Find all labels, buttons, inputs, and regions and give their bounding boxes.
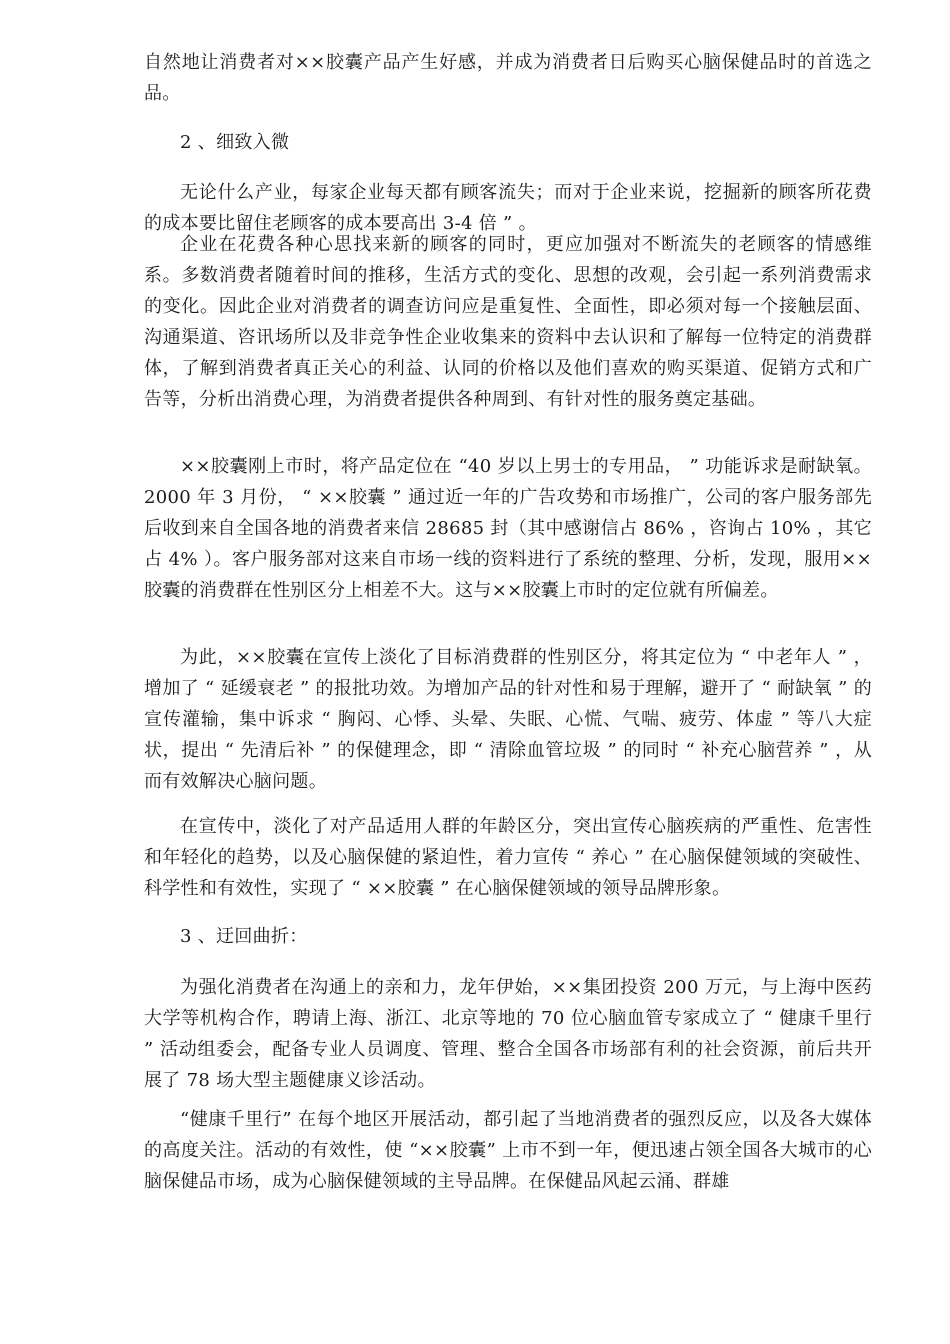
section-heading-3: 3 、迂回曲折：	[180, 926, 308, 947]
paragraph-customer-loss: 无论什么产业，每家企业每天都有顾客流失；而对于企业来说，挖掘新的顾客所花费的成本要比留住老顾客的成本要高出 3-4 倍 ” 。	[144, 182, 872, 234]
paragraph-customer-retention: 企业在花费各种心思找来新的顾客的同时，更应加强对不断流失的老顾客的情感维系。多数消费者随着时间的推移，生活方式的变化、思想的改观，会引起一系列消费需求的变化。因此企业对消费者的调查访问应是重复性、全面性，即必须对每一个接触层面、沟通渠道、咨讯场所以及非竞争性企业收集来的资料中去认识和了解每一位特定的消费群体，了解到消费者真正关心的利益、认同的价格以及他们喜欢的购买渠道、促销方式和广告等，分析出消费心理，为消费者提供各种周到、有针对性的服务奠定基础。	[144, 234, 872, 410]
paragraph-promotion: 在宣传中，淡化了对产品适用人群的年龄区分，突出宣传心脑疾病的严重性、危害性和年轻化的趋势，以及心脑保健的紧迫性，着力宣传 “ 养心 ” 在心脑保健领域的突破性、科学性和有效性，实现了 “ ××胶囊 ” 在心脑保健领域的领导品牌形象。	[144, 816, 872, 899]
paragraph-product-positioning: ××胶囊刚上市时，将产品定位在 “40 岁以上男士的专用品， ” 功能诉求是耐缺氧。 2000 年 3 月份， “ ××胶囊 ” 通过近一年的广告攻势和市场推广，公司的客户服务部先后收到来自全国各地的消费者来信 28685 封（其中感谢信占 86% ，咨询占 10% ，其它占 4% ）。客户服务部对这来自市场一线的资料进行了系统的整理、分析，发现，服用××胶囊的消费群在性别区分上相差不大。这与××胶囊上市时的定位就有所偏差。	[144, 456, 872, 601]
paragraph-health-campaign: 为强化消费者在沟通上的亲和力，龙年伊始，××集团投资 200 万元，与上海中医药大学等机构合作，聘请上海、浙江、北京等地的 70 位心脑血管专家成立了 “ 健康千里行 ” 活动组委会，配备专业人员调度、管理、整合全国各市场部有利的社会资源，前后共开展了 78 场大型主题健康义诊活动。	[144, 977, 872, 1091]
paragraph-campaign-results: “健康千里行” 在每个地区开展活动，都引起了当地消费者的强烈反应，以及各大媒体的高度关注。活动的有效性，使 “××胶囊” 上市不到一年，便迅速占领全国各大城市的心脑保健品市场，成为心脑保健领域的主导品牌。在保健品风起云涌、群雄	[144, 1109, 872, 1192]
section-heading-2: 2 、细致入微	[180, 132, 290, 153]
paragraph-repositioning: 为此，××胶囊在宣传上淡化了目标消费群的性别区分，将其定位为 “ 中老年人 ” ，增加了 “ 延缓衰老 ” 的报批功效。为增加产品的针对性和易于理解，避开了 “ 耐缺氧 ” 的宣传灌输，集中诉求 “ 胸闷、心悸、头晕、失眠、心慌、气喘、疲劳、体虚 ” 等八大症状，提出 “ 先清后补 ” 的保健理念，即 “ 清除血管垃圾 ” 的同时 “ 补充心脑营养 ” ，从而有效解决心脑问题。	[144, 647, 872, 792]
paragraph-continuation: 自然地让消费者对××胶囊产品产生好感，并成为消费者日后购买心脑保健品时的首选之品。	[144, 52, 872, 104]
